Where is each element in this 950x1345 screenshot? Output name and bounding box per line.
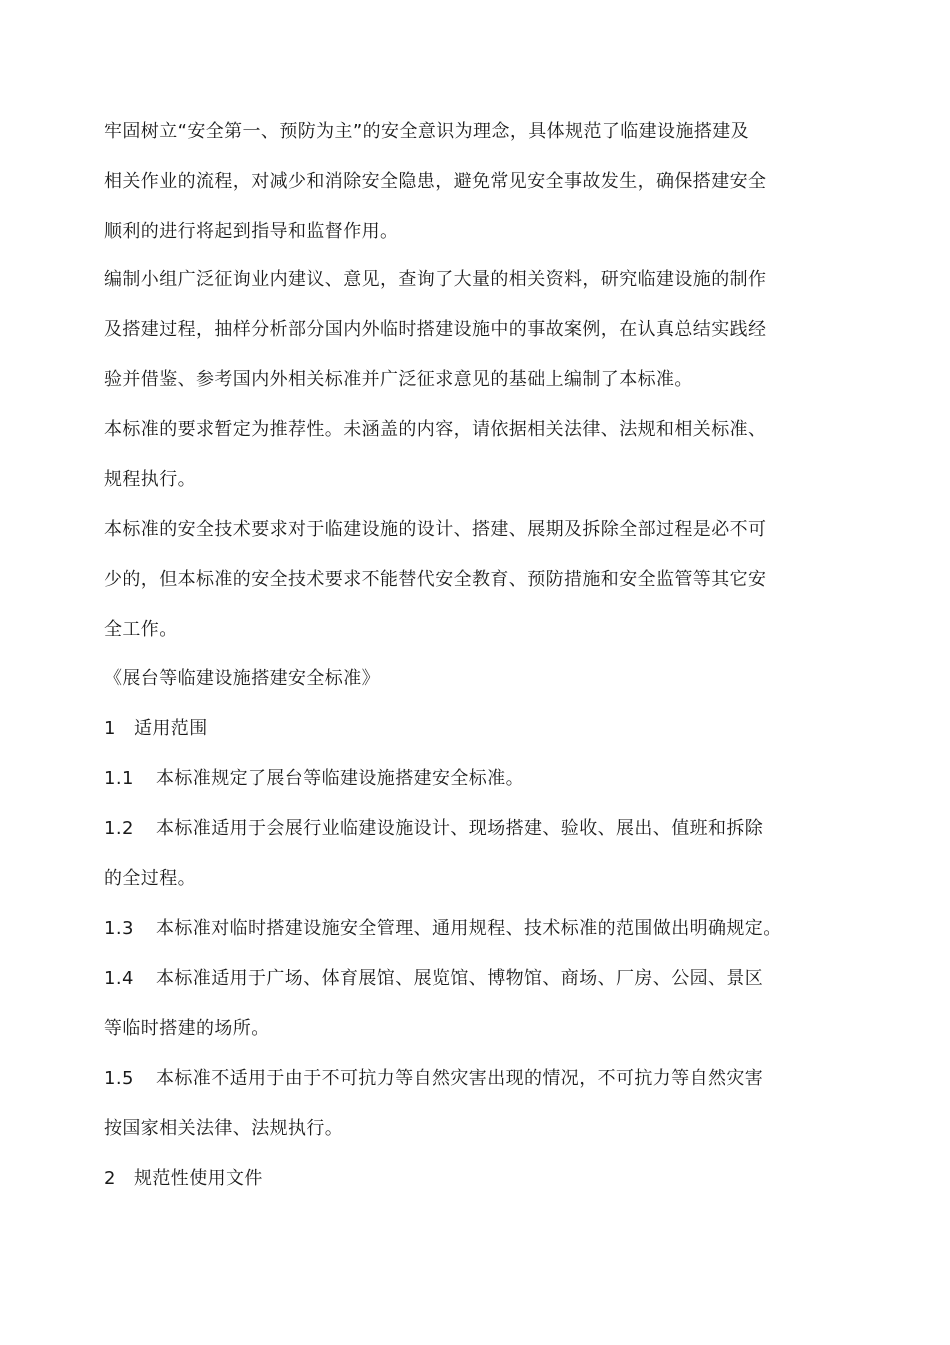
clause-line (104, 967, 763, 991)
clause-number: 1.4 (104, 968, 134, 989)
clause-number: 1.1 (104, 768, 134, 789)
section-number: 1 (104, 718, 116, 739)
clause-continuation: 的全过程。 (104, 868, 196, 889)
body-text-line: 相关作业的流程，对减少和消除安全隐患，避免常见安全事故发生，确保搭建安全 (104, 171, 767, 192)
body-text-line: 规程执行。 (104, 469, 196, 490)
clause-text: 本标准适用于会展行业临建设施设计、现场搭建、验收、展出、值班和拆除 (156, 818, 764, 839)
body-text-line: 验并借鉴、参考国内外相关标准并广泛征求意见的基础上编制了本标准。 (104, 369, 693, 390)
section-title: 规范性使用文件 (134, 1168, 263, 1189)
body-text-line: 顺利的进行将起到指导和监督作用。 (104, 221, 399, 242)
clause-number: 1.5 (104, 1068, 134, 1089)
clause-continuation: 等临时搭建的场所。 (104, 1018, 270, 1039)
section-number: 2 (104, 1168, 116, 1189)
body-text-line: 及搭建过程，抽样分析部分国内外临时搭建设施中的事故案例，在认真总结实践经 (104, 319, 767, 340)
clause-line (104, 917, 782, 941)
clause-line (104, 817, 763, 841)
section-heading (104, 1167, 263, 1191)
body-text-line: 编制小组广泛征询业内建议、意见，查询了大量的相关资料，研究临建设施的制作 (104, 269, 767, 290)
clause-number: 1.2 (104, 818, 134, 839)
body-text-line: 本标准的安全技术要求对于临建设施的设计、搭建、展期及拆除全部过程是必不可 (104, 519, 767, 540)
standard-title: 《展台等临建设施搭建安全标准》 (104, 668, 380, 689)
section-heading (104, 717, 208, 741)
clause-text: 本标准适用于广场、体育展馆、展览馆、博物馆、商场、厂房、公园、景区 (156, 968, 764, 989)
clause-text: 本标准不适用于由于不可抗力等自然灾害出现的情况，不可抗力等自然灾害 (156, 1068, 764, 1089)
body-text-line: 牢固树立“安全第一、预防为主”的安全意识为理念，具体规范了临建设施搭建及 (104, 121, 750, 142)
body-text-line: 全工作。 (104, 619, 178, 640)
clause-line (104, 767, 524, 791)
clause-number: 1.3 (104, 918, 134, 939)
body-text-line: 少的，但本标准的安全技术要求不能替代安全教育、预防措施和安全监管等其它安 (104, 569, 767, 590)
section-title: 适用范围 (134, 718, 208, 739)
body-text-line: 本标准的要求暂定为推荐性。未涵盖的内容，请依据相关法律、法规和相关标准、 (104, 419, 767, 440)
clause-continuation: 按国家相关法律、法规执行。 (104, 1118, 344, 1139)
clause-line (104, 1067, 763, 1091)
clause-text: 本标准规定了展台等临建设施搭建安全标准。 (156, 768, 524, 789)
clause-text: 本标准对临时搭建设施安全管理、通用规程、技术标准的范围做出明确规定。 (156, 918, 782, 939)
